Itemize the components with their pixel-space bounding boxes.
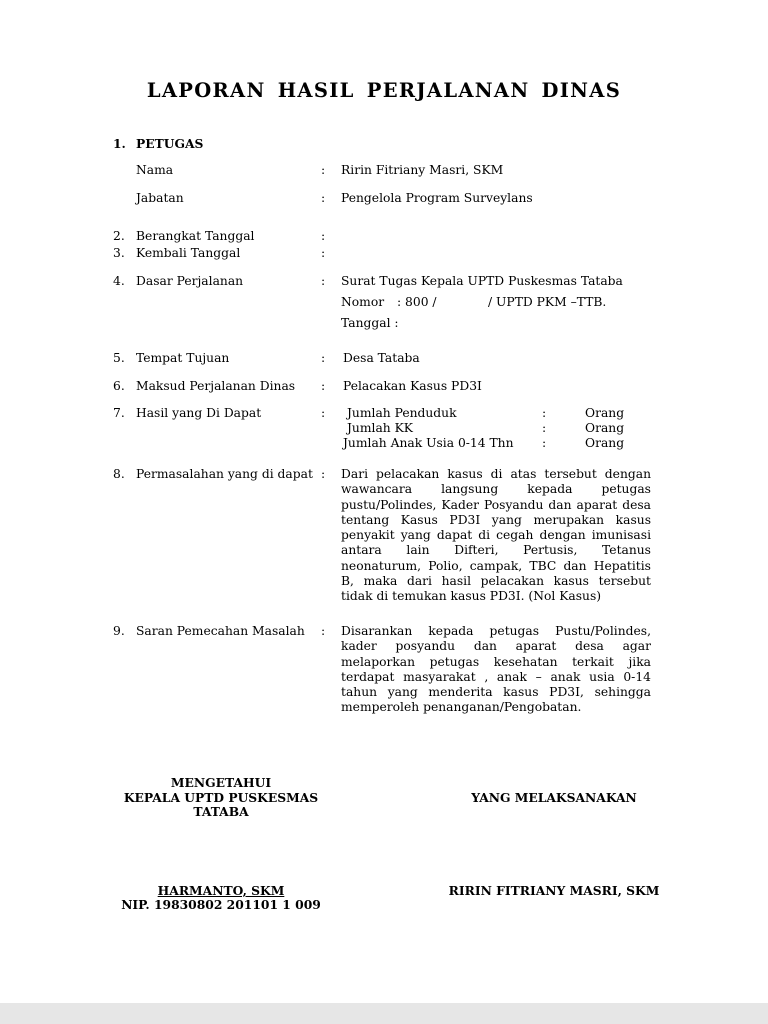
penduduk-colon: : — [542, 406, 547, 420]
kepala-name: HARMANTO, SKM — [157, 883, 285, 898]
sec7-number: 7. — [113, 406, 125, 420]
kk-unit: Orang — [585, 421, 625, 435]
hasil-colon: : — [321, 406, 326, 420]
nama-value: Ririn Fitriany Masri, SKM — [341, 163, 504, 177]
permasalahan-text: Dari pelacakan kasus di atas tersebut dengan wawancara langsung kepada petugas pustu/Polindes, Kader Posyandu dan aparat desa tentang Kasus PD3I yang merupakan kasus penyakit yang dapat di cegah dengan imunisasi antara lain Difteri, Pertusis, Tetanus neonaturum, Polio, campak, TBC dan Hepatitis B, maka dari hasil pelacakan kasus tersebut tidak di temukan kasus PD3I. (Nol Kasus) — [341, 467, 651, 604]
report-title: LAPORAN HASIL PERJALANAN DINAS — [146, 79, 622, 102]
sec2-number: 2. — [113, 229, 125, 243]
permasalahan-colon: : — [321, 467, 326, 481]
sec9-number: 9. — [113, 624, 125, 638]
permasalahan-label: Permasalahan yang di dapat — [136, 467, 313, 481]
sec1-label: PETUGAS — [136, 136, 204, 151]
nomor-label: Nomor — [341, 295, 385, 309]
saran-text: Disarankan kepada petugas Pustu/Polindes, kader posyandu dan aparat desa agar melaporkan petugas kesehatan terkait jika terdapat masyarakat , anak – anak usia 0-14 tahun yang menderita kasus PD3I, sehingga memperoleh penanganan/Pengobatan. — [341, 624, 651, 715]
tanggal-label: Tanggal : — [341, 316, 399, 330]
anak-label: Jumlah Anak Usia 0-14 Thn — [343, 436, 514, 450]
maksud-colon: : — [321, 379, 326, 393]
jabatan-value: Pengelola Program Surveylans — [341, 191, 533, 205]
berangkat-colon: : — [321, 229, 326, 243]
sec4-number: 4. — [113, 274, 125, 288]
jabatan-label: Jabatan — [136, 191, 184, 205]
sec1-number: 1. — [113, 136, 126, 151]
tujuan-value: Desa Tataba — [343, 351, 420, 365]
dasar-surat-tugas: Surat Tugas Kepala UPTD Puskesmas Tataba — [341, 274, 623, 288]
page-bottom-margin — [0, 1003, 768, 1024]
kk-label: Jumlah KK — [347, 421, 413, 435]
sec3-number: 3. — [113, 246, 125, 260]
berangkat-label: Berangkat Tanggal — [136, 229, 255, 243]
melaksanakan-label: YANG MELAKSANAKAN — [471, 790, 637, 805]
maksud-value: Pelacakan Kasus PD3I — [343, 379, 482, 393]
dasar-colon: : — [321, 274, 326, 288]
penduduk-unit: Orang — [585, 406, 625, 420]
sec8-number: 8. — [113, 467, 125, 481]
saran-label: Saran Pemecahan Masalah — [136, 624, 305, 638]
penduduk-label: Jumlah Penduduk — [347, 406, 457, 420]
anak-unit: Orang — [585, 436, 625, 450]
kepala-nip: NIP. 19830802 201101 1 009 — [121, 897, 321, 912]
kembali-label: Kembali Tanggal — [136, 246, 241, 260]
tujuan-label: Tempat Tujuan — [136, 351, 230, 365]
hasil-label: Hasil yang Di Dapat — [136, 406, 262, 420]
mengetahui-label: MENGETAHUI — [170, 775, 272, 790]
kembali-colon: : — [321, 246, 326, 260]
anak-colon: : — [542, 436, 547, 450]
kepala-label: KEPALA UPTD PUSKESMAS — [123, 790, 319, 805]
pelaksana-name: RIRIN FITRIANY MASRI, SKM — [448, 883, 660, 898]
maksud-label: Maksud Perjalanan Dinas — [136, 379, 296, 393]
saran-colon: : — [321, 624, 326, 638]
sec5-number: 5. — [113, 351, 125, 365]
jabatan-colon: : — [321, 191, 326, 205]
nomor-value: : 800 / — [397, 295, 437, 309]
kk-colon: : — [542, 421, 547, 435]
tujuan-colon: : — [321, 351, 326, 365]
sec6-number: 6. — [113, 379, 125, 393]
nama-colon: : — [321, 163, 326, 177]
tataba-label: TATABA — [193, 804, 249, 819]
nomor-suffix: / UPTD PKM –TTB. — [488, 295, 607, 309]
nama-label: Nama — [136, 163, 174, 177]
dasar-label: Dasar Perjalanan — [136, 274, 244, 288]
